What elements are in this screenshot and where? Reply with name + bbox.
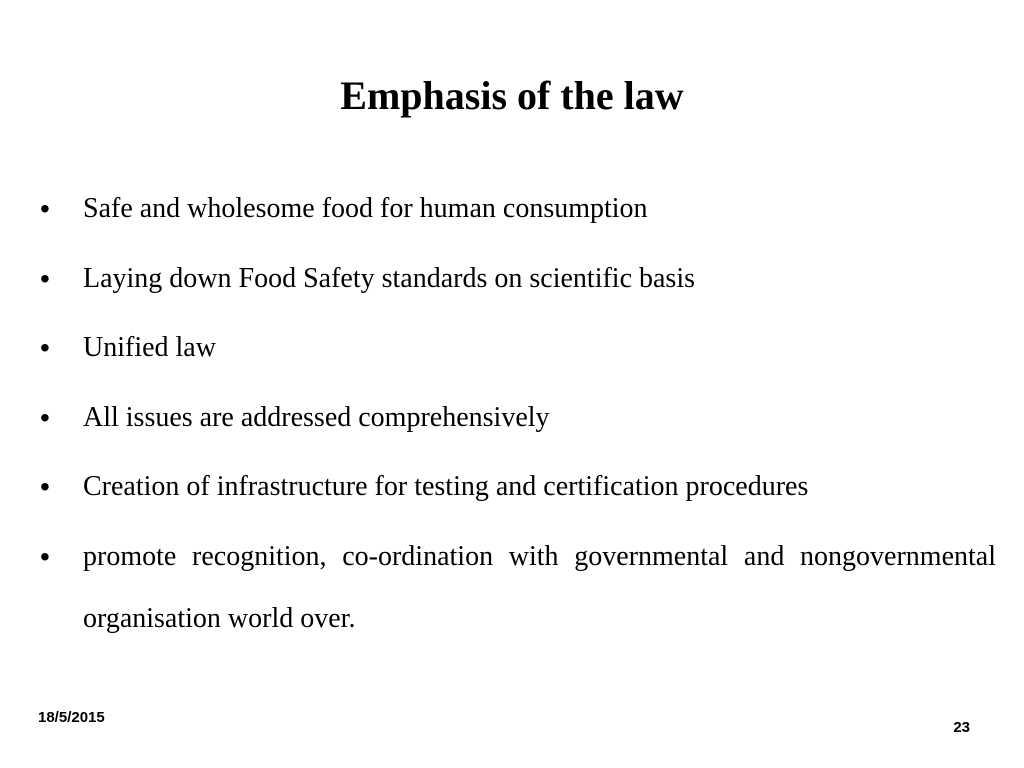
bullet-text: All issues are addressed comprehensively [83, 401, 550, 433]
page-number: 23 [953, 719, 970, 736]
bullet-text: promote recognition, co-ordination with governmental and nongovernmental organisation world over. [83, 540, 996, 634]
bullet-icon: • [40, 401, 50, 433]
bullet-text: Creation of infrastructure for testing and certification procedures [83, 471, 809, 502]
slide-title: Emphasis of the law [340, 73, 684, 118]
list-item [40, 262, 996, 296]
bullet-icon: • [40, 193, 50, 224]
bullet-text: Safe and wholesome food for human consumption [83, 193, 648, 224]
list-item [40, 331, 996, 365]
list-item [40, 192, 996, 226]
list-item [40, 470, 996, 504]
list-item [40, 401, 996, 435]
bullet-icon: • [40, 332, 50, 363]
bullet-icon: • [40, 471, 50, 502]
list-item [40, 526, 996, 650]
bullet-icon: • [40, 540, 50, 572]
bullet-text: Laying down Food Safety standards on scientific basis [83, 262, 696, 294]
bullet-text: Unified law [83, 332, 216, 363]
footer-date: 18/5/2015 [38, 709, 105, 726]
bullet-list [40, 192, 996, 685]
bullet-icon: • [40, 262, 50, 294]
